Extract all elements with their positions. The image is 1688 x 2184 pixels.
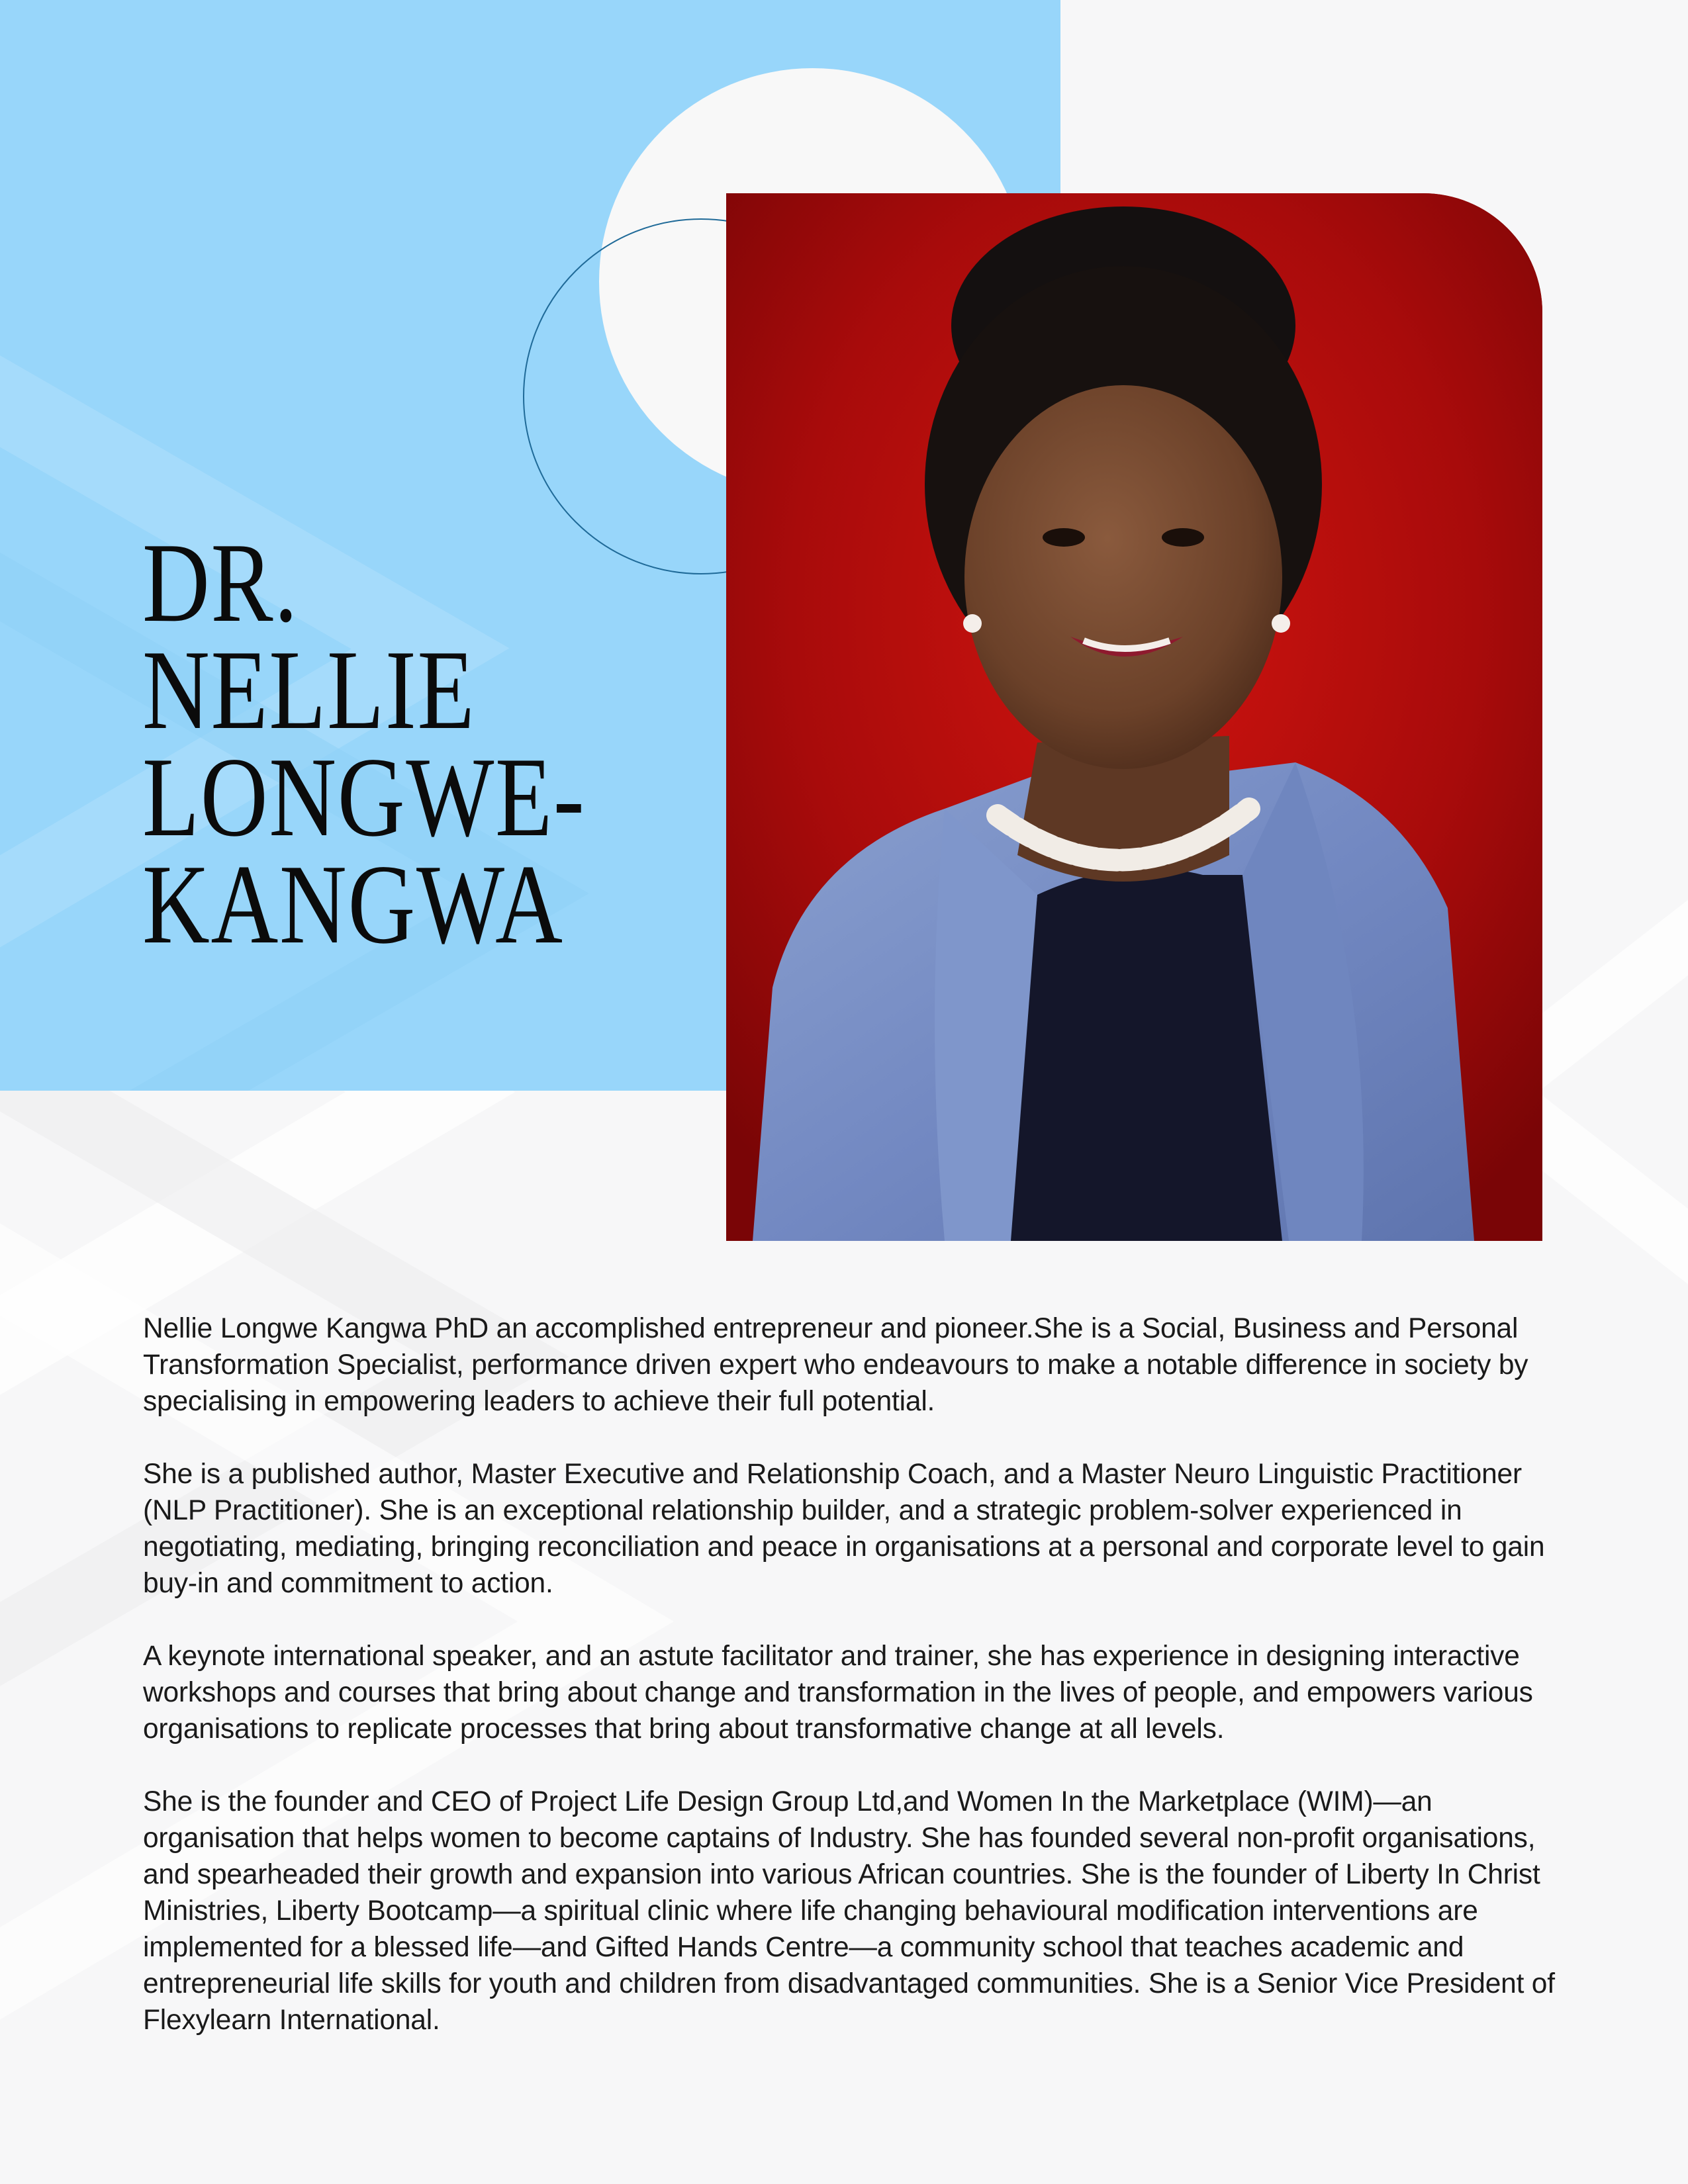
portrait-photo [726,193,1542,1241]
bio-paragraph-intro: Nellie Longwe Kangwa PhD an accomplished entrepreneur and pioneer.She is a Social, Business and Personal Transformation Specialist, performance driven expert who endeavours to make a notable difference in society by specialising in empowering leaders to achieve their full potential. [143,1313,1528,1417]
name-line-title: DR. [142,520,299,646]
profile-name-heading [142,520,631,968]
bio-paragraph-speaker: A keynote international speaker, and an astute facilitator and trainer, she has experience in designing interactive workshops and courses that bring about change and transformation in the lives of people, and empowers various organisations to replicate processes that bring about transformative change at all levels. [143,1641,1533,1745]
name-line-surname-2: KANGWA [142,842,564,968]
biography-text [143,1310,1556,2075]
portrait-illustration [726,193,1542,1241]
bio-paragraph-credentials: She is a published author, Master Executive and Relationship Coach, and a Master Neuro Linguistic Practitioner (NLP Practitioner). She is an exceptional relationship builder, and a strategic problem-solver experienced in negotiating, mediating, bringing reconciliation and peace in organisations at a personal and corporate level to gain buy-in and commitment to action. [143,1459,1545,1599]
name-line-first: NELLIE [142,627,476,753]
bio-paragraph-founder: She is the founder and CEO of Project Life Design Group Ltd,and Women In the Marketplace (WIM)—an organisation that helps women to become captains of Industry. She has founded several non-profit organisations, and spearheaded their growth and expansion into various African countries. She is the founder of Liberty In Christ Ministries, Liberty Bootcamp—a spiritual clinic where life changing behavioural modification interventions are implemented for a blessed life—and Gifted Hands Centre—a community school that teaches academic and entrepreneurial life skills for youth and children from disadvantaged communities. She is a Senior Vice President of Flexylearn International. [143,1786,1555,2036]
name-line-surname-1: LONGWE- [142,735,586,860]
